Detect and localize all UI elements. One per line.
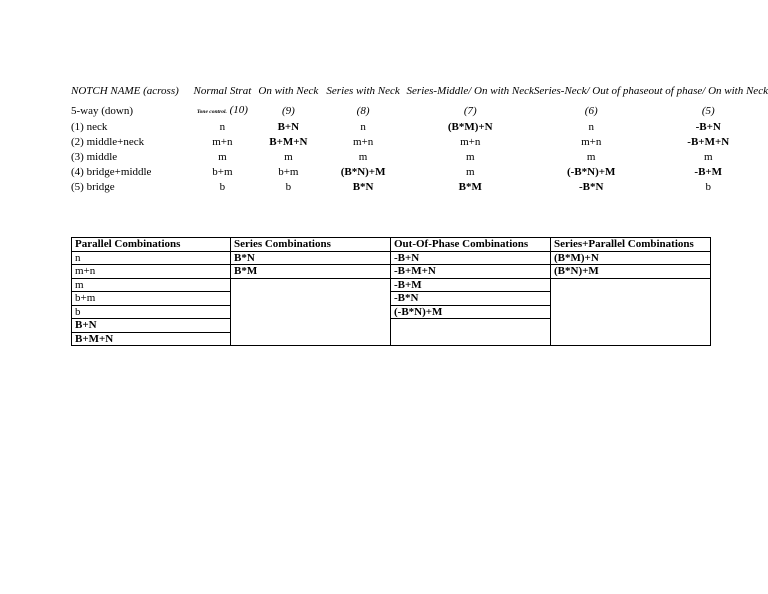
table-cell: b+m xyxy=(278,166,299,178)
list-item: B+M+N xyxy=(75,332,114,345)
table-cell: m xyxy=(586,151,596,163)
table-cell: m xyxy=(218,151,227,163)
list-item: (B*N)+M xyxy=(551,265,710,279)
position-number: (9) xyxy=(281,105,295,117)
out-of-phase-column xyxy=(390,237,550,346)
parallel-column xyxy=(71,237,230,346)
table-cell: m+n xyxy=(352,136,374,148)
list-item: b+m xyxy=(72,292,230,306)
table-row xyxy=(71,120,768,135)
five-way-row xyxy=(71,103,768,120)
col-header: Normal Strat xyxy=(193,85,252,97)
table-cell: n xyxy=(588,121,594,133)
series-parallel-column xyxy=(550,237,711,346)
notch-name-header: NOTCH NAME (across) xyxy=(71,85,179,97)
table-cell: -B+N xyxy=(695,121,721,133)
row-label: (2) middle+neck xyxy=(71,136,145,148)
out-of-phase-header: Out-Of-Phase Combinations xyxy=(391,238,550,252)
five-way-label: 5-way (down) xyxy=(71,105,134,117)
tone-control-note: Tone control. xyxy=(196,109,227,115)
table-cell: (B*N)+M xyxy=(340,166,386,178)
table-row xyxy=(71,135,768,150)
list-item: b xyxy=(72,306,230,320)
empty-area xyxy=(551,279,710,346)
table-cell: n xyxy=(360,121,366,133)
table-cell: -B+M+N xyxy=(687,136,730,148)
series-header: Series Combinations xyxy=(231,238,390,252)
list-item: -B*N xyxy=(391,292,550,306)
list-item: B*N xyxy=(231,252,390,266)
position-number: (6) xyxy=(584,105,598,117)
table-cell: m xyxy=(358,151,368,163)
col-header: Series with Neck xyxy=(326,85,400,97)
col-header: out of phase/ On with Neck xyxy=(648,85,768,97)
empty-area xyxy=(391,319,550,345)
combinations-table xyxy=(71,237,711,346)
table-cell: b xyxy=(285,181,292,193)
row-label: (1) neck xyxy=(71,121,108,133)
list-item: (B*M)+N xyxy=(551,252,710,266)
col-header: On with Neck xyxy=(258,85,319,97)
table-row xyxy=(71,150,768,165)
series-parallel-header: Series+Parallel Combinations xyxy=(551,238,710,252)
table-row xyxy=(71,165,768,180)
list-item: m xyxy=(72,279,230,293)
notch-header-row xyxy=(71,70,768,100)
row-label: (4) bridge+middle xyxy=(71,166,152,178)
table-cell xyxy=(188,103,257,120)
empty-area xyxy=(231,279,390,346)
table-cell: b xyxy=(705,181,711,193)
table-cell: B+M+N xyxy=(269,136,308,148)
notch-table xyxy=(71,70,768,195)
table-cell: n xyxy=(219,121,226,133)
table-cell: (-B*N)+M xyxy=(566,166,616,178)
list-item: -B+M+N xyxy=(391,265,550,279)
table-cell: B*N xyxy=(352,181,374,193)
list-item: B*M xyxy=(231,265,390,279)
row-label: (5) bridge xyxy=(71,181,115,193)
position-number: (7) xyxy=(463,105,477,117)
series-column xyxy=(230,237,390,346)
table-cell: -B*N xyxy=(578,181,604,193)
table-cell: m+n xyxy=(460,136,481,148)
table-cell: m+n xyxy=(212,136,233,148)
table-cell: b xyxy=(219,181,226,193)
table-cell: B*M xyxy=(458,181,482,193)
list-item: n xyxy=(72,252,230,266)
row-label: (3) middle xyxy=(71,151,118,163)
position-number: (10) xyxy=(229,104,248,116)
list-item: -B+M xyxy=(391,279,550,293)
table-cell: b+m xyxy=(212,166,233,178)
list-item: m+n xyxy=(72,265,230,279)
col-header: Series-Neck/ Out of phase xyxy=(533,85,649,97)
list-item: (-B*N)+M xyxy=(391,306,550,320)
position-number: (5) xyxy=(701,105,715,117)
table-cell: m xyxy=(465,166,475,178)
parallel-header: Parallel Combinations xyxy=(72,238,230,252)
table-cell: m xyxy=(284,151,293,163)
list-item: B+N xyxy=(72,319,230,333)
table-row xyxy=(71,180,768,195)
table-cell: (B*M)+N xyxy=(447,121,493,133)
table-cell: m+n xyxy=(581,136,602,148)
table-cell: m xyxy=(465,151,475,163)
table-cell: m xyxy=(703,151,713,163)
table-cell: -B+M xyxy=(694,166,723,178)
table-cell: B+N xyxy=(277,121,300,133)
position-number: (8) xyxy=(356,105,370,117)
col-header: Series-Middle/ On with Neck xyxy=(406,85,534,97)
list-item: -B+N xyxy=(391,252,550,266)
